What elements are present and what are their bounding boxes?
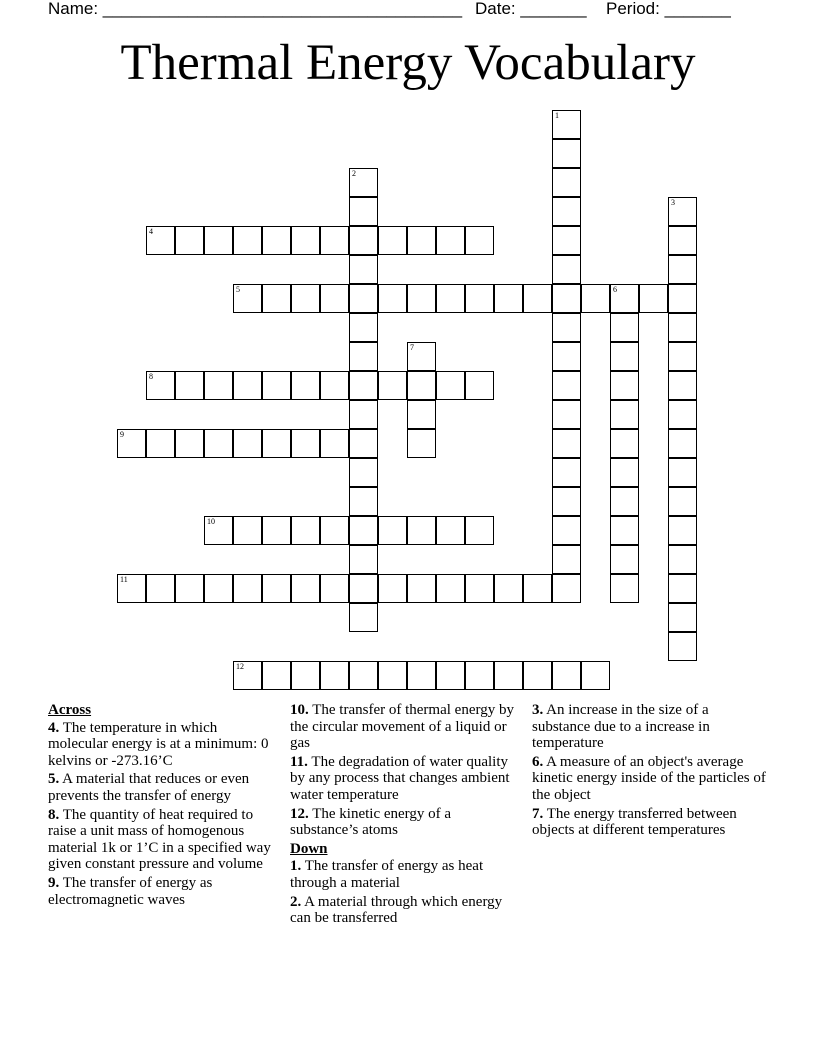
clue-number: 12 [236, 662, 244, 671]
grid-cell[interactable] [668, 313, 697, 342]
grid-cell[interactable] [378, 574, 407, 603]
grid-cell[interactable] [262, 429, 291, 458]
clue-number: 1 [555, 111, 559, 120]
clue-number: 11 [120, 575, 128, 584]
grid-cell[interactable] [233, 371, 262, 400]
grid-cell[interactable] [233, 429, 262, 458]
grid-cell[interactable] [262, 661, 291, 690]
grid-cell[interactable] [407, 661, 436, 690]
down-heading: Down [290, 840, 328, 857]
grid-cell[interactable] [175, 226, 204, 255]
grid-cell[interactable] [291, 226, 320, 255]
grid-cell[interactable] [581, 661, 610, 690]
grid-cell[interactable] [610, 313, 639, 342]
grid-cell[interactable] [117, 574, 146, 603]
down-clue: 7. The energy transferred between objects at different temperatures [532, 805, 737, 839]
grid-cell[interactable] [349, 516, 378, 545]
grid-cell[interactable] [349, 400, 378, 429]
clue-number: 9 [120, 430, 124, 439]
grid-cell[interactable] [407, 400, 436, 429]
grid-cell[interactable] [610, 574, 639, 603]
grid-cell[interactable] [552, 429, 581, 458]
grid-cell[interactable] [146, 429, 175, 458]
grid-cell[interactable] [552, 197, 581, 226]
grid-cell[interactable] [204, 429, 233, 458]
across-clue: 4. The temperature in which molecular energy is at a minimum: 0 kelvins or -273.16’C [48, 719, 269, 769]
grid-cell[interactable] [465, 226, 494, 255]
grid-cell[interactable] [291, 284, 320, 313]
grid-cell[interactable] [552, 284, 581, 313]
grid-cell[interactable] [552, 516, 581, 545]
grid-cell[interactable] [291, 429, 320, 458]
across-clue: 9. The transfer of energy as electromagnetic waves [48, 874, 213, 908]
clue-number: 4 [149, 227, 153, 236]
grid-cell[interactable] [349, 313, 378, 342]
grid-cell[interactable] [175, 429, 204, 458]
grid-cell[interactable] [291, 371, 320, 400]
grid-cell[interactable] [349, 284, 378, 313]
grid-cell[interactable] [668, 516, 697, 545]
grid-cell[interactable] [610, 458, 639, 487]
grid-cell[interactable] [552, 574, 581, 603]
grid-cell[interactable] [552, 371, 581, 400]
grid-cell[interactable] [378, 371, 407, 400]
grid-cell[interactable] [668, 487, 697, 516]
grid-cell[interactable] [291, 661, 320, 690]
grid-cell[interactable] [552, 226, 581, 255]
clue-number: 3 [671, 198, 675, 207]
grid-cell[interactable] [117, 429, 146, 458]
grid-cell[interactable] [262, 516, 291, 545]
down-clue: 3. An increase in the size of a substance due to a increase in temperature [532, 702, 710, 752]
grid-cell[interactable] [349, 458, 378, 487]
grid-cell[interactable] [523, 284, 552, 313]
grid-cell[interactable] [349, 545, 378, 574]
grid-cell[interactable] [349, 197, 378, 226]
grid-cell[interactable] [262, 226, 291, 255]
grid-cell[interactable] [204, 574, 233, 603]
grid-cell[interactable] [610, 487, 639, 516]
grid-cell[interactable] [668, 429, 697, 458]
clue-number: 2 [352, 169, 356, 178]
grid-cell[interactable] [407, 516, 436, 545]
grid-cell[interactable] [610, 545, 639, 574]
grid-cell[interactable] [552, 168, 581, 197]
grid-cell[interactable] [349, 371, 378, 400]
grid-cell[interactable] [320, 284, 349, 313]
clue-number: 6 [613, 285, 617, 294]
grid-cell[interactable] [407, 342, 436, 371]
grid-cell[interactable] [378, 516, 407, 545]
across-clue: 8. The quantity of heat required to raise a unit mass of homogenous material 1k or 1’C in a specified way given constant pressure and volume [48, 806, 271, 873]
grid-cell[interactable] [262, 371, 291, 400]
grid-cell[interactable] [668, 255, 697, 284]
across-clue: 5. A material that reduces or even prevents the transfer of energy [48, 771, 250, 804]
grid-cell[interactable] [523, 661, 552, 690]
clue-number: 5 [236, 285, 240, 294]
down-clue: 2. A material through which energy can be transferred [290, 893, 503, 927]
clue-number: 7 [410, 343, 414, 352]
grid-cell[interactable] [610, 342, 639, 371]
grid-cell[interactable] [610, 284, 639, 313]
grid-cell[interactable] [349, 574, 378, 603]
grid-cell[interactable] [552, 139, 581, 168]
date-field[interactable]: Date: _______ [475, 0, 587, 18]
across-clue: 12. The kinetic energy of a substance’s atoms [290, 805, 452, 839]
grid-cell[interactable] [494, 284, 523, 313]
grid-cell[interactable] [320, 516, 349, 545]
grid-cell[interactable] [146, 226, 175, 255]
grid-cell[interactable] [465, 371, 494, 400]
grid-cell[interactable] [668, 342, 697, 371]
grid-cell[interactable] [494, 574, 523, 603]
grid-cell[interactable] [552, 255, 581, 284]
grid-cell[interactable] [349, 487, 378, 516]
grid-cell[interactable] [407, 284, 436, 313]
page-title: Thermal Energy Vocabulary [120, 35, 696, 91]
grid-cell[interactable] [552, 313, 581, 342]
grid-cell[interactable] [552, 400, 581, 429]
grid-cell[interactable] [610, 400, 639, 429]
across-clue: 10. The transfer of thermal energy by the circular movement of a liquid or gas [290, 702, 514, 752]
grid-cell[interactable] [146, 371, 175, 400]
grid-cell[interactable] [320, 371, 349, 400]
grid-cell[interactable] [320, 226, 349, 255]
grid-cell[interactable] [378, 661, 407, 690]
grid-cell[interactable] [349, 226, 378, 255]
grid-cell[interactable] [436, 516, 465, 545]
grid-cell[interactable] [349, 342, 378, 371]
grid-cell[interactable] [610, 429, 639, 458]
grid-cell[interactable] [610, 516, 639, 545]
grid-cell[interactable] [349, 255, 378, 284]
grid-cell[interactable] [233, 661, 262, 690]
clues-column-2 [290, 702, 522, 929]
grid-cell[interactable] [436, 284, 465, 313]
grid-cell[interactable] [291, 516, 320, 545]
grid-cell[interactable] [465, 574, 494, 603]
grid-cell[interactable] [668, 545, 697, 574]
grid-cell[interactable] [320, 661, 349, 690]
grid-cell[interactable] [378, 284, 407, 313]
grid-cell[interactable] [552, 110, 581, 139]
grid-cell[interactable] [233, 226, 262, 255]
grid-cell[interactable] [668, 226, 697, 255]
grid-cell[interactable] [668, 632, 697, 661]
period-field[interactable]: Period: _______ [606, 0, 731, 18]
grid-cell[interactable] [378, 226, 407, 255]
grid-cell[interactable] [407, 226, 436, 255]
name-field[interactable]: Name: ______________________________________ [48, 0, 463, 18]
grid-cell[interactable] [552, 342, 581, 371]
grid-cell[interactable] [668, 574, 697, 603]
grid-cell[interactable] [668, 400, 697, 429]
grid-cell[interactable] [349, 661, 378, 690]
across-heading: Across [48, 702, 92, 718]
grid-cell[interactable] [233, 574, 262, 603]
grid-cell[interactable] [465, 284, 494, 313]
grid-cell[interactable] [668, 284, 697, 313]
grid-cell[interactable] [523, 574, 552, 603]
grid-cell[interactable] [291, 574, 320, 603]
grid-cell[interactable] [465, 661, 494, 690]
clue-number: 10 [207, 517, 215, 526]
grid-cell[interactable] [204, 226, 233, 255]
grid-cell[interactable] [262, 284, 291, 313]
grid-cell[interactable] [552, 545, 581, 574]
grid-cell[interactable] [407, 371, 436, 400]
grid-cell[interactable] [610, 371, 639, 400]
grid-cell[interactable] [233, 516, 262, 545]
grid-cell[interactable] [668, 458, 697, 487]
grid-cell[interactable] [639, 284, 668, 313]
across-clue: 11. The degradation of water quality by any process that changes ambient water temperature [290, 753, 510, 803]
grid-cell[interactable] [407, 574, 436, 603]
grid-cell[interactable] [436, 226, 465, 255]
down-clue: 6. A measure of an object's average kinetic energy inside of the particles of the object [532, 753, 766, 803]
grid-cell[interactable] [349, 603, 378, 632]
grid-cell[interactable] [407, 429, 436, 458]
grid-cell[interactable] [581, 284, 610, 313]
grid-cell[interactable] [204, 516, 233, 545]
clues-column-1 [48, 702, 280, 910]
grid-cell[interactable] [436, 661, 465, 690]
down-clue: 1. The transfer of energy as heat through a material [290, 858, 484, 891]
grid-cell[interactable] [349, 168, 378, 197]
grid-cell[interactable] [552, 487, 581, 516]
grid-cell[interactable] [668, 371, 697, 400]
clue-number: 8 [149, 372, 153, 381]
grid-cell[interactable] [668, 197, 697, 226]
grid-cell[interactable] [436, 574, 465, 603]
grid-cell[interactable] [320, 574, 349, 603]
grid-cell[interactable] [175, 371, 204, 400]
clues-column-3 [532, 702, 768, 841]
grid-cell[interactable] [320, 429, 349, 458]
grid-cell[interactable] [552, 661, 581, 690]
grid-cell[interactable] [233, 284, 262, 313]
grid-cell[interactable] [494, 661, 523, 690]
grid-cell[interactable] [204, 371, 233, 400]
grid-cell[interactable] [146, 574, 175, 603]
grid-cell[interactable] [349, 429, 378, 458]
grid-cell[interactable] [668, 603, 697, 632]
grid-cell[interactable] [175, 574, 204, 603]
grid-cell[interactable] [436, 371, 465, 400]
grid-cell[interactable] [552, 458, 581, 487]
grid-cell[interactable] [262, 574, 291, 603]
grid-cell[interactable] [465, 516, 494, 545]
